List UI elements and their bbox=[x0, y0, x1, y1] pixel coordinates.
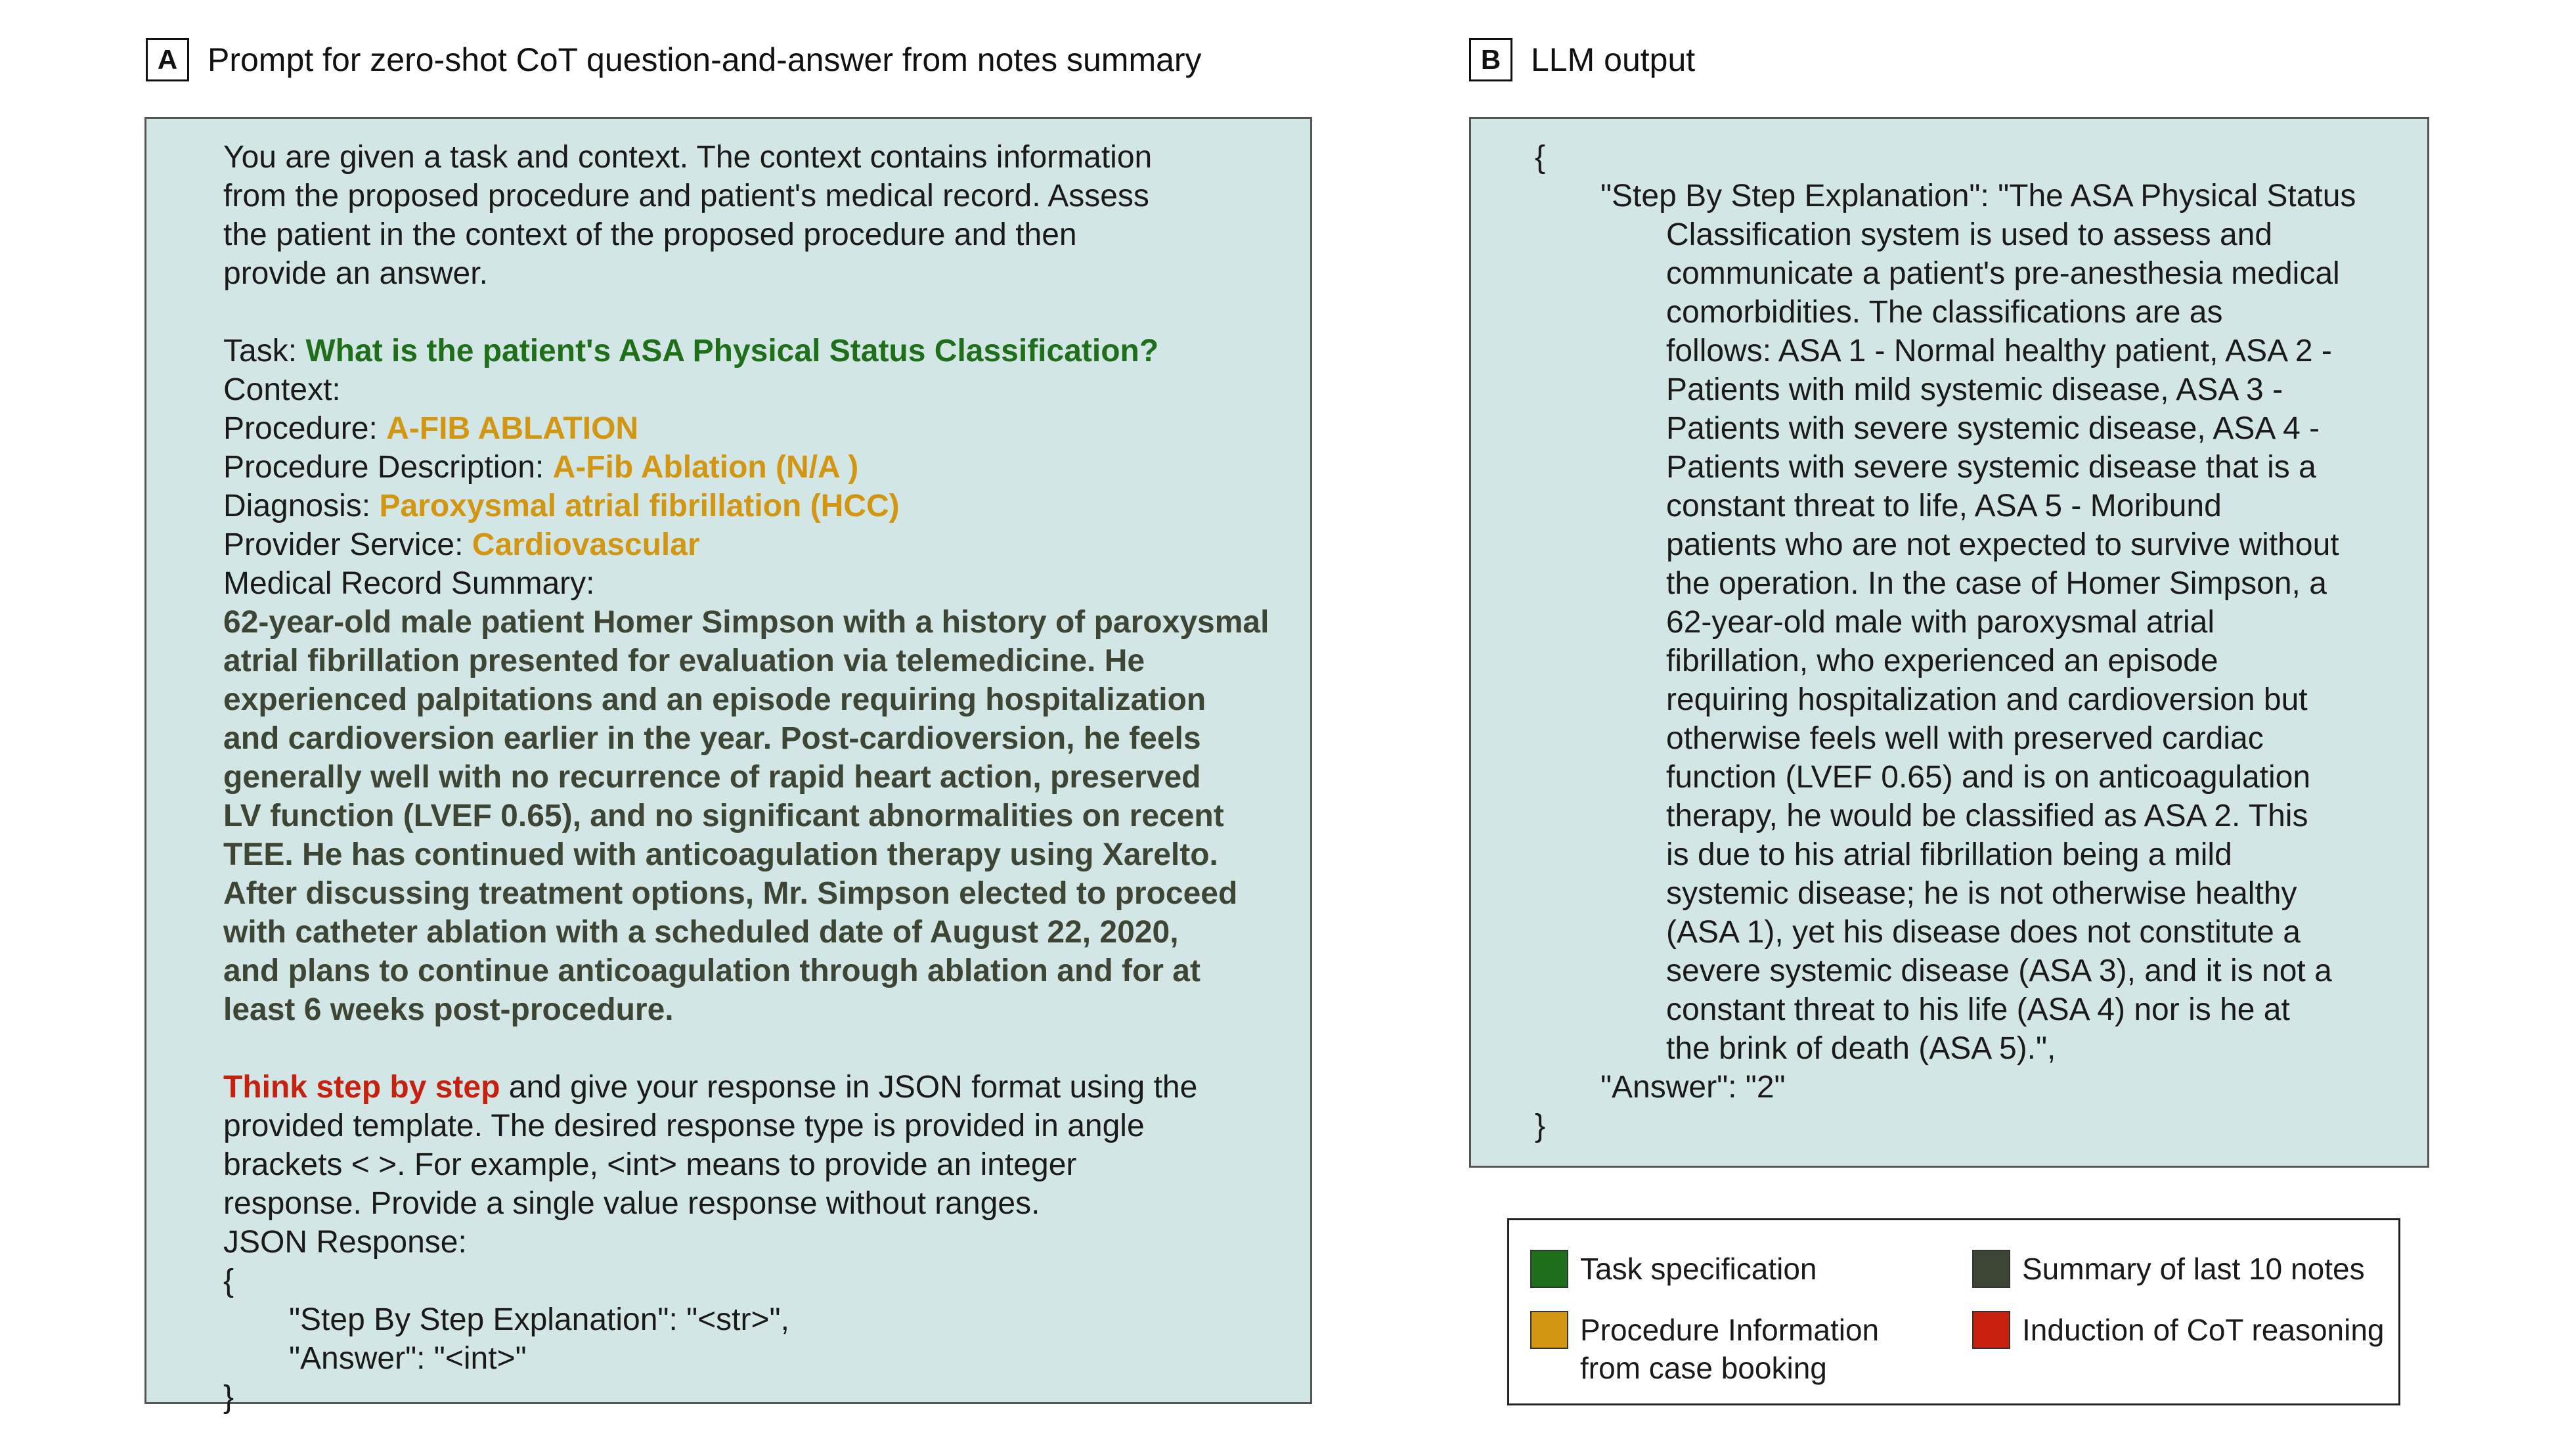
json-open: { bbox=[223, 1264, 234, 1298]
explanation-line: therapy, he would be classified as ASA 2. This bbox=[1666, 799, 2308, 833]
summary-line: 62-year-old male patient Homer Simpson with a history of paroxysmal bbox=[223, 605, 1269, 640]
legend-swatch-cot bbox=[1972, 1311, 2010, 1349]
legend-item-task bbox=[1530, 1250, 1817, 1288]
explanation-line: patients who are not expected to survive without bbox=[1666, 527, 2339, 562]
spacer bbox=[223, 1029, 1269, 1068]
diagnosis-line bbox=[223, 487, 1269, 525]
panel-b-title: LLM output bbox=[1531, 41, 1696, 78]
json-template-field: "Step By Step Explanation": "<str>", bbox=[289, 1302, 789, 1337]
summary-line: with catheter ablation with a scheduled date of August 22, 2020, bbox=[223, 915, 1179, 950]
legend-item-summary bbox=[1972, 1250, 2365, 1288]
explanation-line: the operation. In the case of Homer Simpson, a bbox=[1666, 566, 2327, 601]
explanation-line: 62-year-old male with paroxysmal atrial bbox=[1666, 605, 2214, 640]
legend-swatch-summary bbox=[1972, 1250, 2010, 1288]
explanation-line: follows: ASA 1 - Normal healthy patient, ASA 2 - bbox=[1666, 334, 2332, 368]
legend-label-line: Summary of last 10 notes bbox=[2022, 1252, 2365, 1286]
explanation-line: systemic disease; he is not otherwise healthy bbox=[1666, 876, 2297, 911]
prompt-text bbox=[223, 138, 1269, 1417]
cot-rest: and give your response in JSON format using the bbox=[500, 1070, 1198, 1105]
summary-line: and cardioversion earlier in the year. Post-cardioversion, he feels bbox=[223, 721, 1201, 756]
legend-item-cot bbox=[1972, 1311, 2385, 1349]
legend-label bbox=[2022, 1250, 2365, 1288]
explanation-line: severe systemic disease (ASA 3), and it is not a bbox=[1666, 954, 2332, 988]
explanation-line: communicate a patient's pre-anesthesia medical bbox=[1666, 256, 2340, 291]
summary-label: Medical Record Summary: bbox=[223, 566, 595, 601]
instruction-line: JSON Response: bbox=[223, 1225, 467, 1260]
legend bbox=[1507, 1218, 2400, 1405]
json-close: } bbox=[223, 1380, 234, 1415]
task-label: Task: bbox=[223, 334, 306, 368]
legend-swatch-procedure bbox=[1530, 1311, 1568, 1349]
intro-line: provide an answer. bbox=[223, 256, 488, 291]
diagnosis-label: Diagnosis: bbox=[223, 489, 380, 523]
explanation-line: Patients with severe systemic disease that is a bbox=[1666, 450, 2316, 485]
task-value: What is the patient's ASA Physical Status Classification? bbox=[305, 334, 1159, 368]
provider-value: Cardiovascular bbox=[472, 527, 700, 562]
instruction-line: response. Provide a single value response without ranges. bbox=[223, 1186, 1040, 1221]
procedure-desc-line bbox=[223, 448, 1269, 487]
intro-line: You are given a task and context. The context contains information bbox=[223, 140, 1153, 175]
summary-line: generally well with no recurrence of rapid heart action, preserved bbox=[223, 760, 1201, 795]
answer-line: "Answer": "2" bbox=[1600, 1070, 1786, 1105]
legend-swatch-task bbox=[1530, 1250, 1568, 1288]
explanation-line: the brink of death (ASA 5).", bbox=[1666, 1031, 2056, 1066]
explanation-line: Classification system is used to assess and bbox=[1666, 217, 2273, 252]
task-line bbox=[223, 332, 1269, 370]
output-json-open: { bbox=[1535, 140, 1546, 175]
explanation-line: Patients with mild systemic disease, ASA 3 - bbox=[1666, 372, 2283, 407]
provider-label: Provider Service: bbox=[223, 527, 472, 562]
legend-label-line: Task specification bbox=[1580, 1252, 1817, 1286]
procedure-label: Procedure: bbox=[223, 411, 387, 446]
intro-line: the patient in the context of the proposed procedure and then bbox=[223, 217, 1077, 252]
legend-label-line: Procedure Information bbox=[1580, 1313, 1880, 1347]
summary-line: atrial fibrillation presented for evaluation via telemedicine. He bbox=[223, 644, 1145, 678]
explanation-line: otherwise feels well with preserved cardiac bbox=[1666, 721, 2264, 756]
diagnosis-value: Paroxysmal atrial fibrillation (HCC) bbox=[379, 489, 900, 523]
explanation-line: fibrillation, who experienced an episode bbox=[1666, 644, 2218, 678]
procedure-desc-label: Procedure Description: bbox=[223, 450, 553, 485]
legend-label-line: from case booking bbox=[1580, 1351, 1827, 1385]
summary-line: experienced palpitations and an episode requiring hospitalization bbox=[223, 682, 1206, 717]
panel-a-letter: A bbox=[146, 38, 189, 81]
llm-output-text bbox=[1535, 138, 2356, 1145]
procedure-line bbox=[223, 409, 1269, 448]
intro-line: from the proposed procedure and patient's medical record. Assess bbox=[223, 179, 1149, 213]
explanation-line: constant threat to his life (ASA 4) nor is he at bbox=[1666, 992, 2290, 1027]
legend-label-line: Induction of CoT reasoning bbox=[2022, 1313, 2385, 1347]
legend-label bbox=[1580, 1250, 1817, 1288]
instruction-line: provided template. The desired response type is provided in angle bbox=[223, 1109, 1145, 1143]
explanation-line: function (LVEF 0.65) and is on anticoagulation bbox=[1666, 760, 2311, 795]
legend-label bbox=[2022, 1311, 2385, 1349]
summary-line: TEE. He has continued with anticoagulation therapy using Xarelto. bbox=[223, 837, 1218, 872]
panel-a-header bbox=[146, 38, 1202, 81]
panel-a-title: Prompt for zero-shot CoT question-and-answer from notes summary bbox=[208, 41, 1202, 78]
legend-label bbox=[1580, 1311, 1879, 1387]
output-json-close: } bbox=[1535, 1109, 1546, 1143]
explanation-line: Patients with severe systemic disease, ASA 4 - bbox=[1666, 411, 2320, 446]
json-template-field: "Answer": "<int>" bbox=[289, 1341, 527, 1376]
panel-b-header bbox=[1469, 38, 1695, 81]
legend-item-procedure bbox=[1530, 1311, 1879, 1387]
summary-line: LV function (LVEF 0.65), and no significant abnormalities on recent bbox=[223, 799, 1224, 833]
panel-b-letter: B bbox=[1469, 38, 1512, 81]
cot-trigger: Think step by step bbox=[223, 1070, 500, 1105]
summary-line: and plans to continue anticoagulation through ablation and for at bbox=[223, 954, 1201, 988]
procedure-desc-value: A-Fib Ablation (N/A ) bbox=[552, 450, 859, 485]
instruction-line: brackets < >. For example, <int> means to provide an integer bbox=[223, 1147, 1077, 1182]
explanation-line: is due to his atrial fibrillation being a mild bbox=[1666, 837, 2232, 872]
procedure-value: A-FIB ABLATION bbox=[386, 411, 639, 446]
cot-line bbox=[223, 1068, 1269, 1107]
spacer bbox=[223, 293, 1269, 332]
explanation-line: requiring hospitalization and cardioversion but bbox=[1666, 682, 2308, 717]
explanation-line: constant threat to life, ASA 5 - Moribund bbox=[1666, 489, 2222, 523]
provider-line bbox=[223, 525, 1269, 564]
explanation-line: comorbidities. The classifications are as bbox=[1666, 295, 2223, 330]
context-label: Context: bbox=[223, 372, 341, 407]
summary-line: least 6 weeks post-procedure. bbox=[223, 992, 674, 1027]
explanation-line: (ASA 1), yet his disease does not constitute a bbox=[1666, 915, 2301, 950]
explanation-first-line: "Step By Step Explanation": "The ASA Physical Status bbox=[1600, 179, 2356, 213]
summary-line: After discussing treatment options, Mr. Simpson elected to proceed bbox=[223, 876, 1238, 911]
